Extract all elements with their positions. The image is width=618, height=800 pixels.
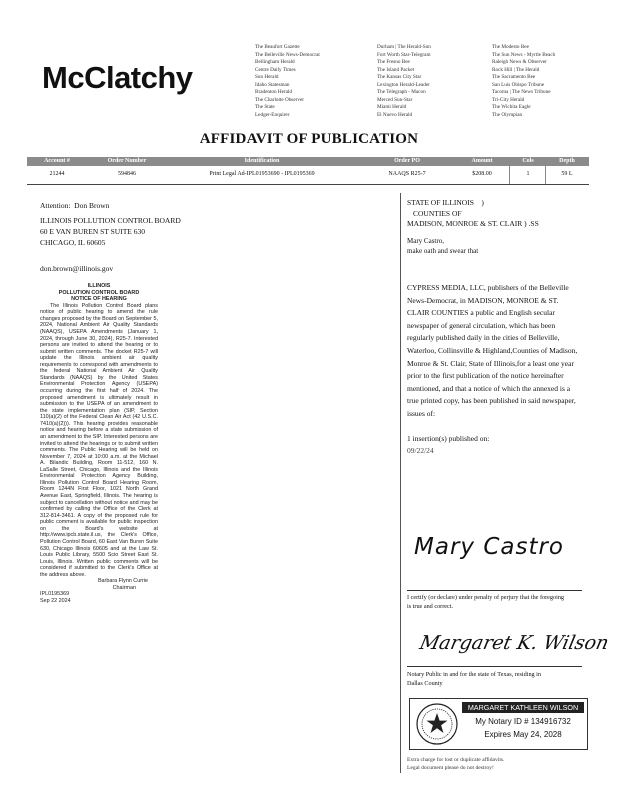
footer-line: Legal document please do not destroy! xyxy=(407,765,494,771)
order-number-value: 594846 xyxy=(118,171,136,177)
notice-heading: NOTICE OF HEARING xyxy=(71,296,127,303)
paper-list-col3: The Modesto Bee The Sun News - Myrtle Beach Raleigh News & Observer Rock Hill | The Herald The Sacramento Bee San Luis Obispo Tribune Tacoma | The News Tribune Tri-City Herald The Wichita Eagle The Olympian xyxy=(492,44,556,118)
publication-date: 09/22/24 xyxy=(407,446,434,455)
cols-value: 1 xyxy=(526,171,530,177)
order-po-value: NAAQS R25-7 xyxy=(388,171,426,177)
certify-statement: I certify (or declare) under penalty of perjury that the foregoing is true and correct. xyxy=(407,594,565,610)
depth-value: 59 L xyxy=(561,171,573,177)
order-table-row xyxy=(27,166,589,184)
signature-line xyxy=(407,666,582,667)
amount-value: $208.00 xyxy=(472,171,492,177)
notice-date: Sep 22 2024 xyxy=(40,598,71,604)
counties: MADISON, MONROE & ST. CLAIR ) .SS xyxy=(407,219,539,228)
identification-value: Print Legal Ad-IPL01953690 - IPL0195369 xyxy=(209,171,315,177)
notary-county: Dallas County xyxy=(407,680,443,687)
account-value: 21244 xyxy=(49,171,65,177)
affidavit-venue xyxy=(407,198,579,256)
notary-line: Notary Public in and for the state of Texas, residing in xyxy=(407,671,541,678)
notice-ref: IPL0195369 xyxy=(40,591,70,598)
signature-line xyxy=(407,590,582,591)
divider xyxy=(509,157,510,184)
paper-list-col2: Durham | The Herald-Sun Fort Worth Star-Telegram The Fresno Bee The Island Packet The Kansas City Star Lexington Herald-Leader The Telegraph - Macon Merced Sun-Star Miami Herald El Nuevo Herald xyxy=(377,44,431,118)
col-identification: Identification xyxy=(244,158,280,164)
mcclatchy-logo: McClatchy xyxy=(42,60,193,95)
col-order-number: Order Number xyxy=(107,158,147,164)
counties-label: COUNTIES OF xyxy=(413,208,462,218)
notary-stamp xyxy=(409,698,588,750)
paper-list-col1: The Beaufort Gazette The Belleville News-Democrat Bellingham Herald Centre Daily Times Sun Herald Idaho Statesman Bradenton Herald The Charlotte Observer The State Ledger-Enquirer xyxy=(255,44,320,118)
footer-line: Extra charge for lost or duplicate affidavits. xyxy=(407,757,505,763)
attention-block xyxy=(40,200,181,274)
notice-signer-title: Chairman xyxy=(112,584,136,591)
address-line: 60 E VAN BUREN ST SUITE 630 xyxy=(40,227,146,236)
affiant-name: Mary Castro, xyxy=(407,236,444,245)
notice-heading: ILLINOIS xyxy=(87,283,111,289)
legal-notice xyxy=(40,283,158,605)
divider xyxy=(400,193,401,773)
footer-notes xyxy=(407,756,505,772)
insertions-line: 1 insertion(s) published on: xyxy=(407,434,490,443)
address-line: ILLINOIS POLLUTION CONTROL BOARD xyxy=(40,216,181,225)
oath-line: make oath and swear that xyxy=(407,246,479,255)
col-depth: Depth xyxy=(559,158,575,164)
stamp-name: MARGARET KATHLEEN WILSON xyxy=(462,702,584,713)
notice-signer: Barbara Flynn Currie xyxy=(97,578,148,585)
notary-signature: Margaret K. Wilson xyxy=(417,632,611,654)
divider xyxy=(27,184,589,185)
attention-name: Don Brown xyxy=(74,201,110,210)
stamp-id: My Notary ID # 134916732 xyxy=(475,717,571,726)
stamp-expires: Expires May 24, 2028 xyxy=(484,730,562,739)
col-cols: Cols xyxy=(522,158,534,164)
order-table-header xyxy=(27,157,589,166)
col-order-po: Order PO xyxy=(394,158,420,164)
divider xyxy=(545,157,546,184)
attention-label: Attention: xyxy=(40,201,71,210)
col-account: Account # xyxy=(44,158,70,164)
notice-heading: POLLUTION CONTROL BOARD xyxy=(58,289,140,296)
notary-seal-icon xyxy=(415,702,459,746)
notice-body: The Illinois Pollution Control Board plans notice of public hearing to amend the rule changes proposed by the Board on September 5, 2024, National Ambient Air Quality Standards (NAAQS), USEPA Amendments (January 1, 2024, through June 30, 2024), R25-7. Interested persons are invited to attend the hearing or to submit written comments. The docket R25-7 will update the Illinois ambient air quality requirements to correspond with amendments to the federal National Ambient Air Quality Standards (NAAQS) by the United States Environmental Protection Agency (USEPA) occurring during the first half of 2024. The proposed amendment is ultimately result in submission to the USEPA of an amendment to the state implementation plan (SIP, Section 110(a)(2) of the Federal Clean Air Act (42 U.S.C. 7410(a)(2))). This hearing provides reasonable notice and hearing before a state submission of an amendment to the SIP. Interested persons are invited to attend the hearings or to submit written comments. The Public Hearing will be held on November 7, 2024 at 10:00 a.m. at the Michael A. Bilandic Building, Room 11-512, 160 N. LaSalle Street, Chicago, Illinois and the Illinois Environmental Protection Agency Building, Illinois Pollution Control Board Hearing Room, Room 1244N First Floor, 1021 North Grand Avenue East, Springfield, Illinois. The hearing is subject to cancellation without notice and may be confirmed by calling the Office of the Clerk at 312-814-3461. A copy of the proposed rule for public comment is available for public inspection on the Board's website at http://www.ipcb.state.il.us, the Clerk's Office, Pollution Control Board, 60 East Van Buren Suite 630, Chicago Illinois 60605 and at the Law St. Louis Public Library, 5500 Scio Street East St. Louis, Illinois. Written public comments will be considered if submitted to the Clerk's Office at the address above. xyxy=(40,302,158,578)
affiant-signature: Mary Castro xyxy=(414,534,564,560)
attention-email: don.brown@illinois.gov xyxy=(40,264,114,273)
affidavit-statement: CYPRESS MEDIA, LLC, publishers of the Belleville News-Democrat, in MADISON, MONROE & ST. CLAIR COUNTIES a public and English secular newspaper of general circulation, which has been regularly published daily in the cities of Belleville, Waterloo, Collinsville & Highland,Counties of Madison, Monroe & St. Clair, State of Illinois,for a least one year prior to the first publication of the notice hereinafter mentioned, and that a notice of which the annexed is a true printed copy, has been published in said newspaper, issues of: xyxy=(407,283,578,418)
page-title: AFFIDAVIT OF PUBLICATION xyxy=(199,131,419,147)
state-line: STATE OF ILLINOIS ) xyxy=(407,198,484,207)
address-line: CHICAGO, IL 60605 xyxy=(40,238,106,247)
col-amount: Amount xyxy=(471,158,493,164)
